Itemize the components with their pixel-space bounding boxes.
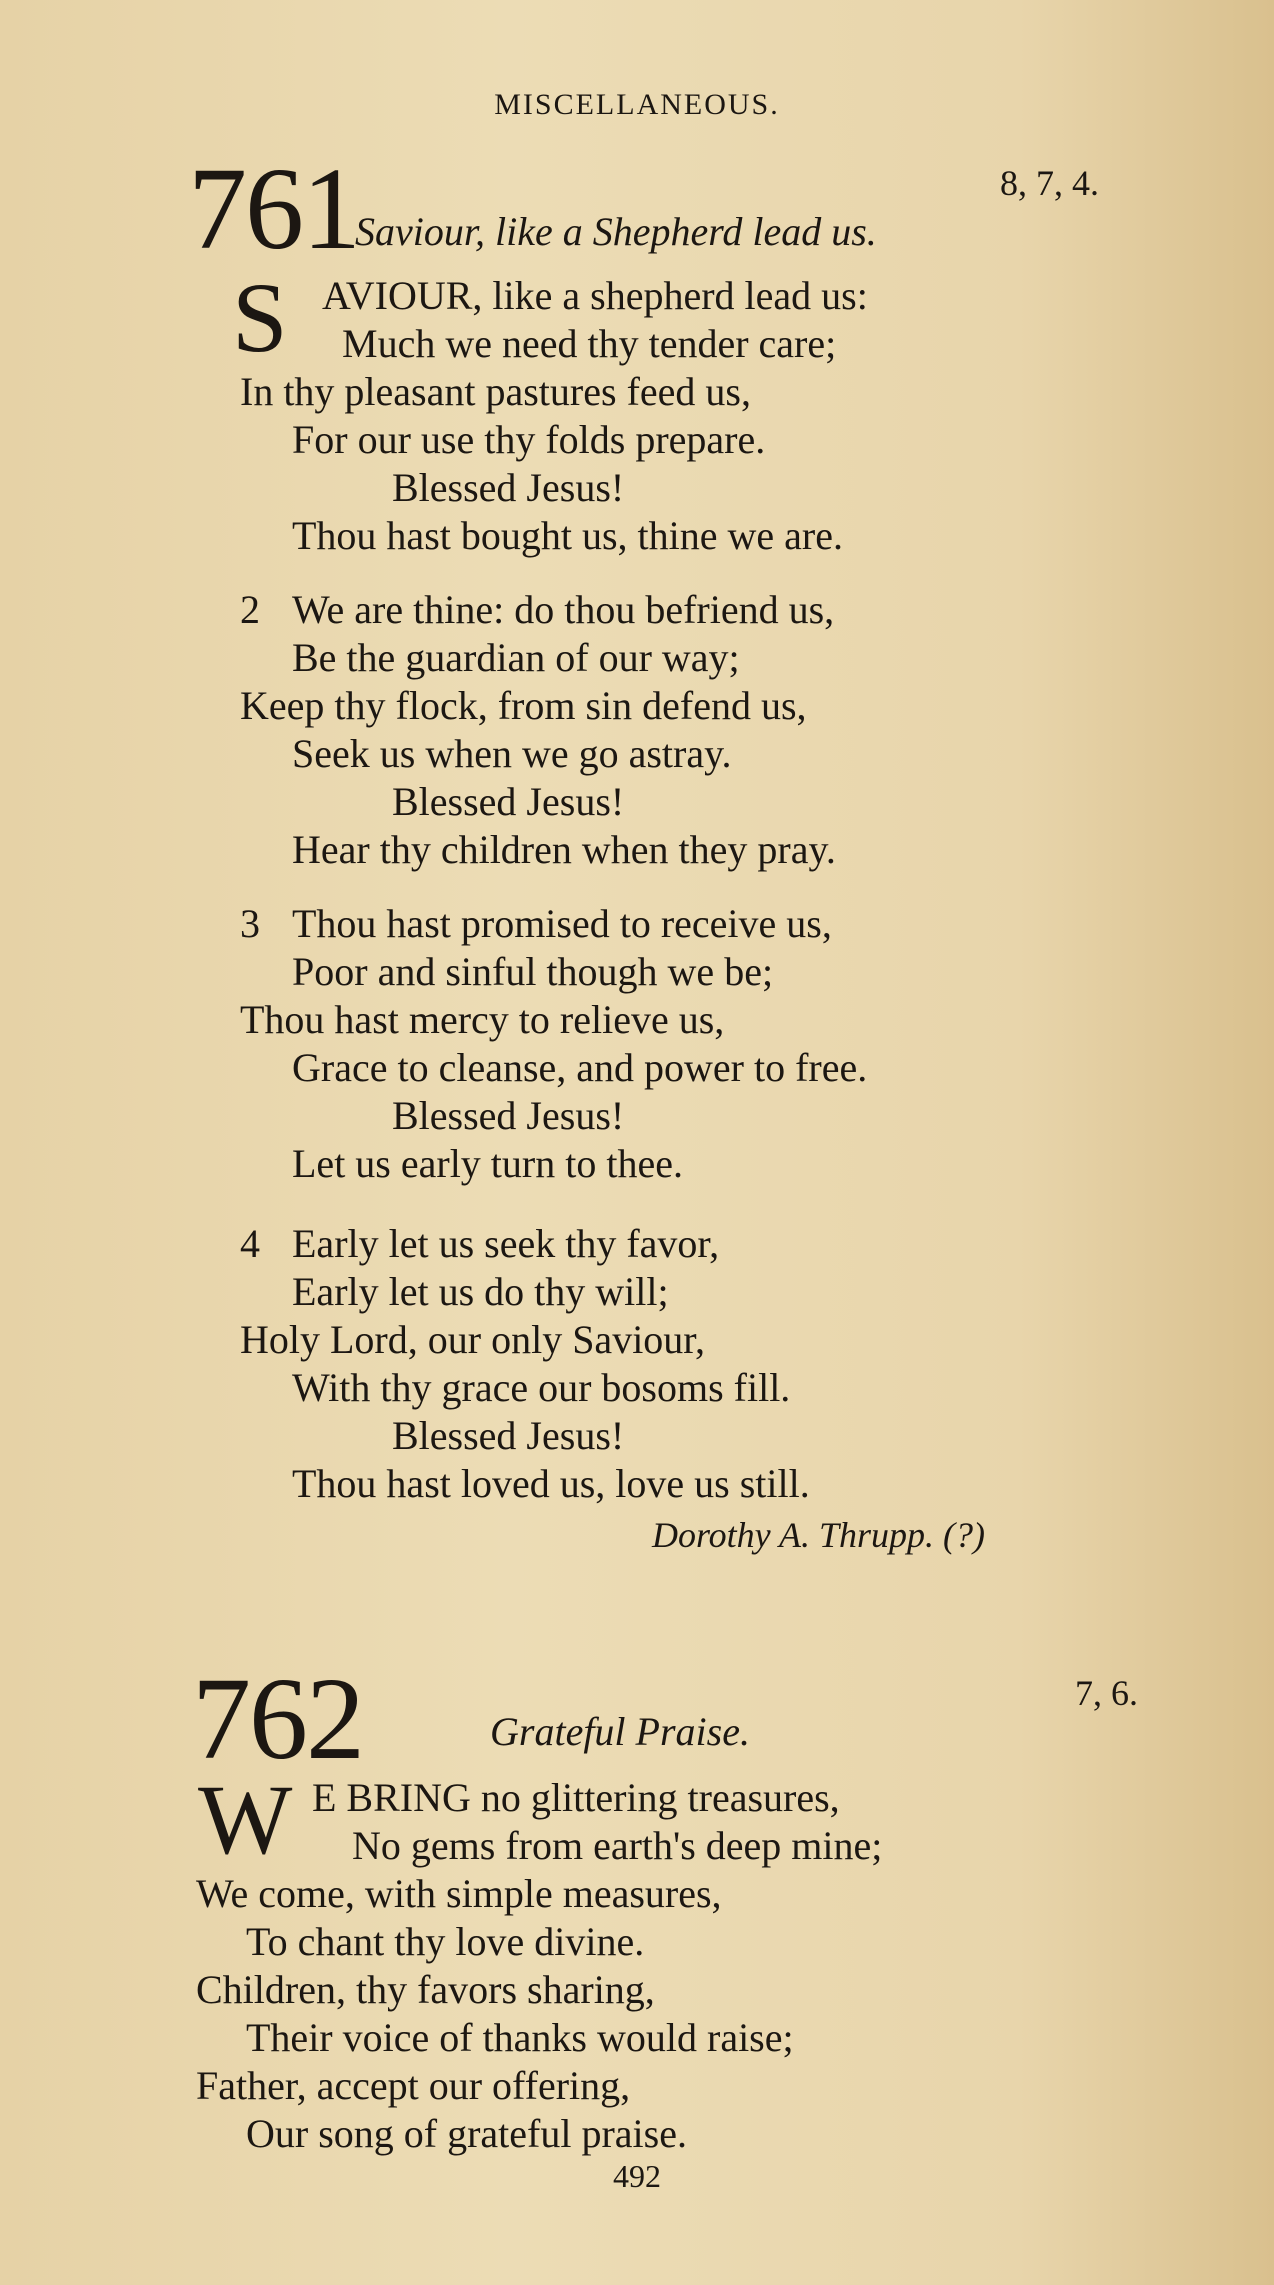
verse-line: Hear thy children when they pray. <box>292 827 836 872</box>
verse-line: Poor and sinful though we be; <box>292 949 774 994</box>
drop-cap: S <box>232 262 288 373</box>
verse-line: Blessed Jesus! <box>392 1413 625 1458</box>
drop-cap: W <box>198 1764 293 1875</box>
verse-line: We are thine: do thou befriend us, <box>292 587 835 632</box>
verse-line: Our song of grateful praise. <box>246 2111 687 2156</box>
verse-line: No gems from earth's deep mine; <box>352 1823 883 1868</box>
verse-line: Seek us when we go astray. <box>292 731 732 776</box>
stanza-number: 2 <box>240 587 260 632</box>
verse-line: Early let us seek thy favor, <box>292 1221 720 1266</box>
verse-line: In thy pleasant pastures feed us, <box>240 369 751 414</box>
verse-line: Children, thy favors sharing, <box>196 1967 655 2012</box>
verse-line: Much we need thy tender care; <box>342 321 837 366</box>
verse-line: Let us early turn to thee. <box>292 1141 683 1186</box>
verse-line: AVIOUR, like a shepherd lead us: <box>322 273 868 318</box>
hymn-title: Grateful Praise. <box>490 1709 750 1754</box>
verse-line: Be the guardian of our way; <box>292 635 740 680</box>
verse-line: Thou hast loved us, love us still. <box>292 1461 810 1506</box>
verse-line: To chant thy love divine. <box>246 1919 645 1964</box>
verse-line: Blessed Jesus! <box>392 465 625 510</box>
verse-line: Father, accept our offering, <box>196 2063 631 2108</box>
author-credit: Dorothy A. Thrupp. (?) <box>652 1515 985 1555</box>
verse-line: Thou hast mercy to relieve us, <box>240 997 725 1042</box>
verse-line: Keep thy flock, from sin defend us, <box>240 683 807 728</box>
verse-line: Blessed Jesus! <box>392 1093 625 1138</box>
verse-line: For our use thy folds prepare. <box>292 417 766 462</box>
verse-line: Thou hast promised to receive us, <box>292 901 832 946</box>
verse-line: With thy grace our bosoms fill. <box>292 1365 791 1410</box>
verse-line: Holy Lord, our only Saviour, <box>240 1317 706 1362</box>
verse-line: We come, with simple measures, <box>196 1871 722 1916</box>
hymn-number: 761 <box>188 143 359 274</box>
stanza-number: 3 <box>240 901 260 946</box>
hymn-number: 762 <box>192 1653 363 1784</box>
stanza-number: 4 <box>240 1221 260 1266</box>
verse-line: Blessed Jesus! <box>392 779 625 824</box>
verse-line: Thou hast bought us, thine we are. <box>292 513 843 558</box>
meter: 8, 7, 4. <box>1000 163 1099 203</box>
verse-line: Their voice of thanks would raise; <box>246 2015 794 2060</box>
running-head: MISCELLANEOUS. <box>494 88 780 121</box>
meter: 7, 6. <box>1075 1673 1138 1713</box>
page-number: 492 <box>613 2158 661 2194</box>
verse-line: Grace to cleanse, and power to free. <box>292 1045 868 1090</box>
verse-line: Early let us do thy will; <box>292 1269 669 1314</box>
verse-line: E BRING no glittering treasures, <box>312 1775 840 1820</box>
hymn-title: Saviour, like a Shepherd lead us. <box>355 209 877 254</box>
